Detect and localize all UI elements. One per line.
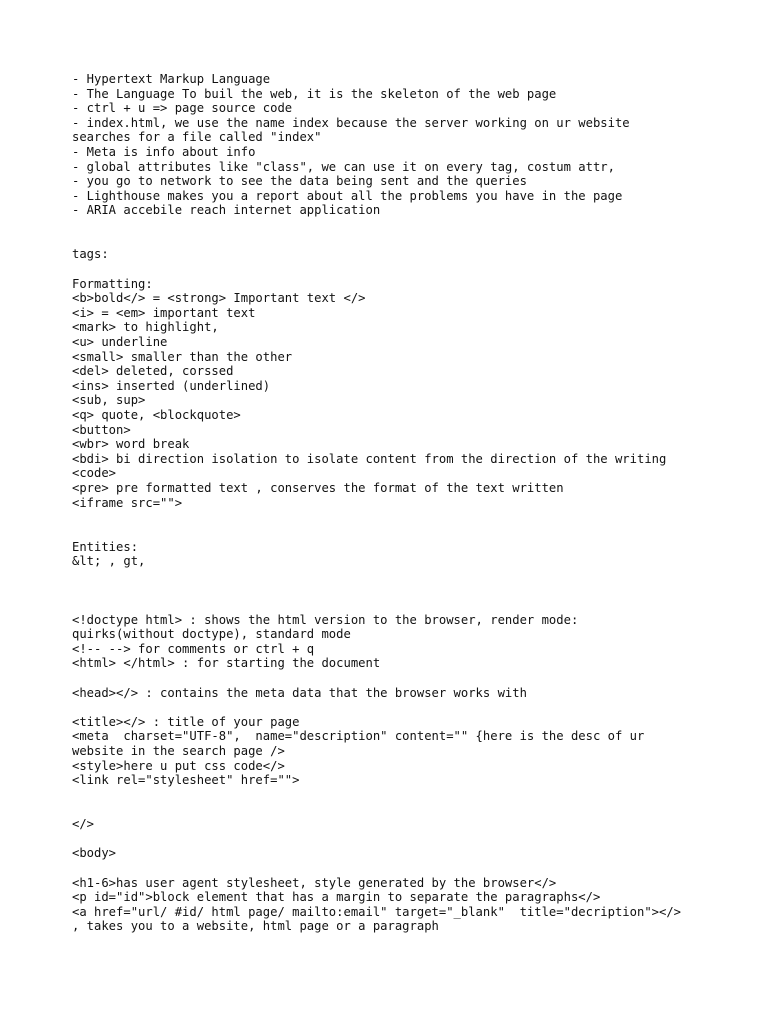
text-line <box>72 583 752 598</box>
text-line: <pre> pre formatted text , conserves the format of the text written <box>72 481 564 496</box>
text-line: - Meta is info about info <box>72 145 256 160</box>
text-line: <h1-6>has user agent stylesheet, style generated by the browser</> <box>72 875 557 890</box>
text-line: </> <box>72 817 95 832</box>
text-line: <p id="id">block element that has a margin to separate the paragraphs</> <box>72 890 601 905</box>
text-line: searches for a file called "index" <box>72 130 322 145</box>
text-line: <meta charset="UTF-8", name="description" content="" {here is the desc of ur <box>72 729 645 744</box>
text-line <box>72 832 752 847</box>
text-line: <a href="url/ #id/ html page/ mailto:email" target="_blank" title="decription"></> <box>72 904 682 919</box>
text-line: &lt; , gt, <box>72 554 146 569</box>
text-line: <iframe src=""> <box>72 495 183 510</box>
text-line: - Lighthouse makes you a report about all the problems you have in the page <box>72 188 623 203</box>
text-line <box>72 861 752 876</box>
text-line: - you go to network to see the data being sent and the queries <box>72 174 527 189</box>
text-line: <b>bold</> = <strong> Important text </> <box>72 291 366 306</box>
text-line <box>72 788 752 803</box>
text-line <box>72 525 752 540</box>
text-line: <!-- --> for comments or ctrl + q <box>72 641 315 656</box>
text-line: <link rel="stylesheet" href=""> <box>72 773 300 788</box>
text-line <box>72 262 752 277</box>
text-line: tags: <box>72 247 109 262</box>
text-line: <html> </html> : for starting the document <box>72 656 381 671</box>
text-line <box>72 671 752 686</box>
text-line: - ARIA accebile reach internet application <box>72 203 381 218</box>
text-line: <!doctype html> : shows the html version to the browser, render mode: <box>72 612 579 627</box>
text-line: <small> smaller than the other <box>72 349 293 364</box>
text-line: <ins> inserted (underlined) <box>72 378 271 393</box>
text-line: <del> deleted, corssed <box>72 364 234 379</box>
text-line: quirks(without doctype), standard mode <box>72 627 351 642</box>
text-line: <wbr> word break <box>72 437 190 452</box>
text-line <box>72 218 752 233</box>
text-line: <mark> to highlight, <box>72 320 219 335</box>
text-line <box>72 569 752 584</box>
text-line <box>72 233 752 248</box>
text-line: Entities: <box>72 539 139 554</box>
text-line: <i> = <em> important text <box>72 305 256 320</box>
text-line: - ctrl + u => page source code <box>72 101 293 116</box>
text-line: <code> <box>72 466 117 481</box>
text-line: <button> <box>72 422 131 437</box>
text-line <box>72 510 752 525</box>
text-line: <u> underline <box>72 334 168 349</box>
text-line: <head></> : contains the meta data that the browser works with <box>72 685 527 700</box>
text-line: <title></> : title of your page <box>72 714 300 729</box>
text-line: - Hypertext Markup Language <box>72 72 271 86</box>
text-line: <style>here u put css code</> <box>72 758 285 773</box>
text-line: - The Language To buil the web, it is the skeleton of the web page <box>72 86 557 101</box>
text-line: , takes you to a website, html page or a paragraph <box>72 919 439 934</box>
text-line: <sub, sup> <box>72 393 146 408</box>
text-line <box>72 598 752 613</box>
document-page <box>72 72 752 934</box>
text-line: Formatting: <box>72 276 153 291</box>
text-line: <q> quote, <blockquote> <box>72 408 241 423</box>
text-line <box>72 700 752 715</box>
text-line: - global attributes like "class", we can use it on every tag, costum attr, <box>72 159 615 174</box>
text-line: <body> <box>72 846 117 861</box>
text-line <box>72 802 752 817</box>
text-line: - index.html, we use the name index because the server working on ur website <box>72 115 630 130</box>
text-line: <bdi> bi direction isolation to isolate content from the direction of the writing <box>72 451 667 466</box>
text-line: website in the search page /> <box>72 744 285 759</box>
